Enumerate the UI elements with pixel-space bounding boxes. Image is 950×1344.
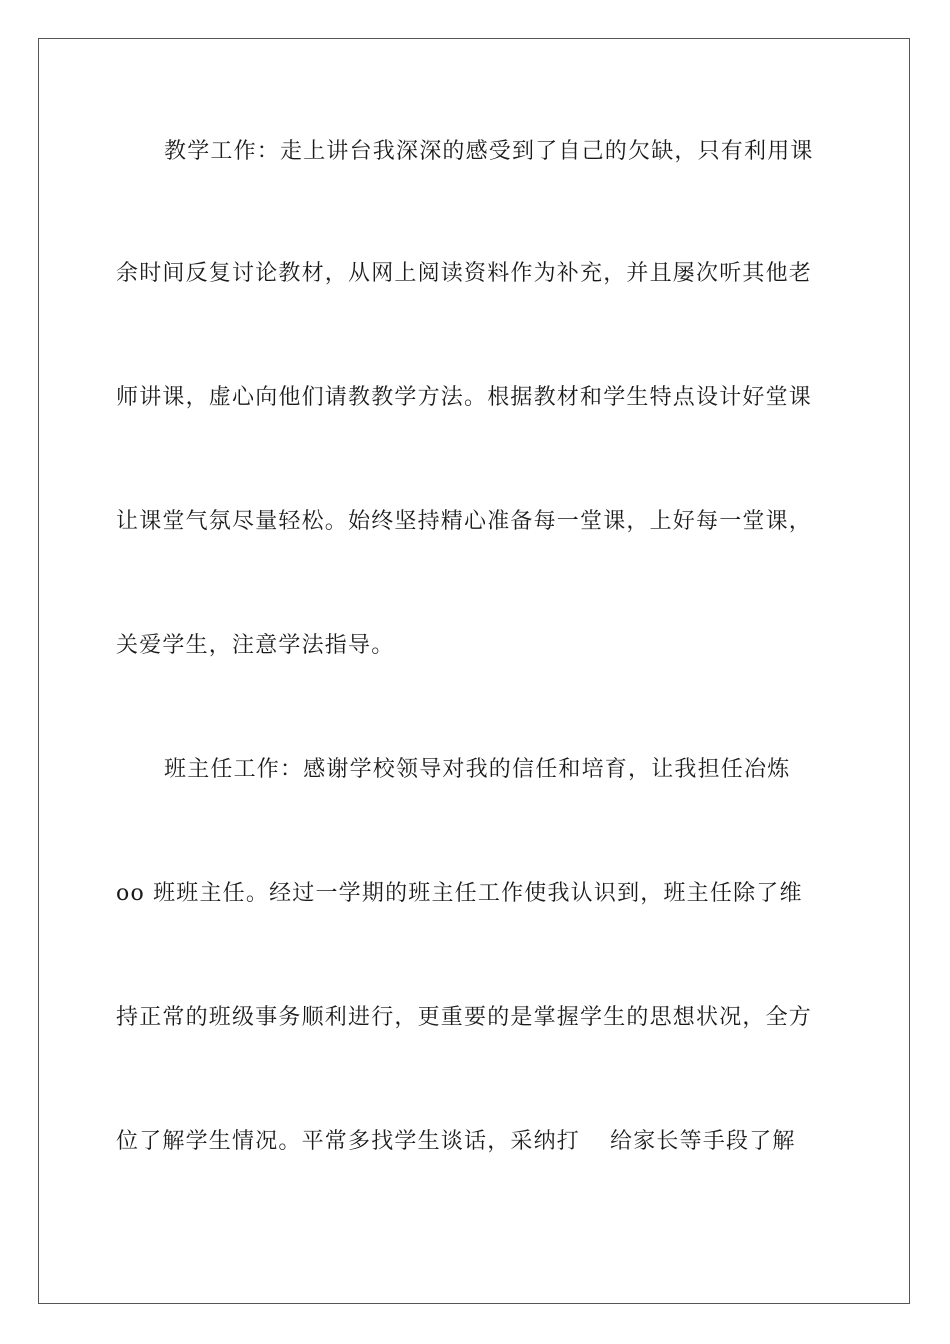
text-segment: 给家长等手段了解 <box>610 1129 796 1154</box>
text-line: 让课堂气氛尽量轻松。始终坚持精心准备每一堂课，上好每一堂课， <box>116 509 813 534</box>
text-line: 班主任工作：感谢学校领导对我的信任和培育，让我担任冶炼 <box>164 757 791 782</box>
text-line: 关爱学生，注意学法指导。 <box>116 633 395 658</box>
page-frame <box>38 38 910 1304</box>
text-line: 持正常的班级事务顺利进行，更重要的是掌握学生的思想状况，全方 <box>116 1005 813 1030</box>
text-line: 师讲课，虚心向他们请教教学方法。根据教材和学生特点设计好堂课 <box>116 385 813 410</box>
text-line <box>116 1127 832 1157</box>
text-segment: 位了解学生情况。平常多找学生谈话，采纳打 <box>116 1129 581 1154</box>
text-line: 教学工作：走上讲台我深深的感受到了自己的欠缺，只有利用课 <box>164 139 814 164</box>
text-line: 余时间反复讨论教材，从网上阅读资料作为补充，并且屡次听其他老 <box>116 261 813 286</box>
text-line: oo 班班主任。经过一学期的班主任工作使我认识到，班主任除了维 <box>116 881 803 906</box>
